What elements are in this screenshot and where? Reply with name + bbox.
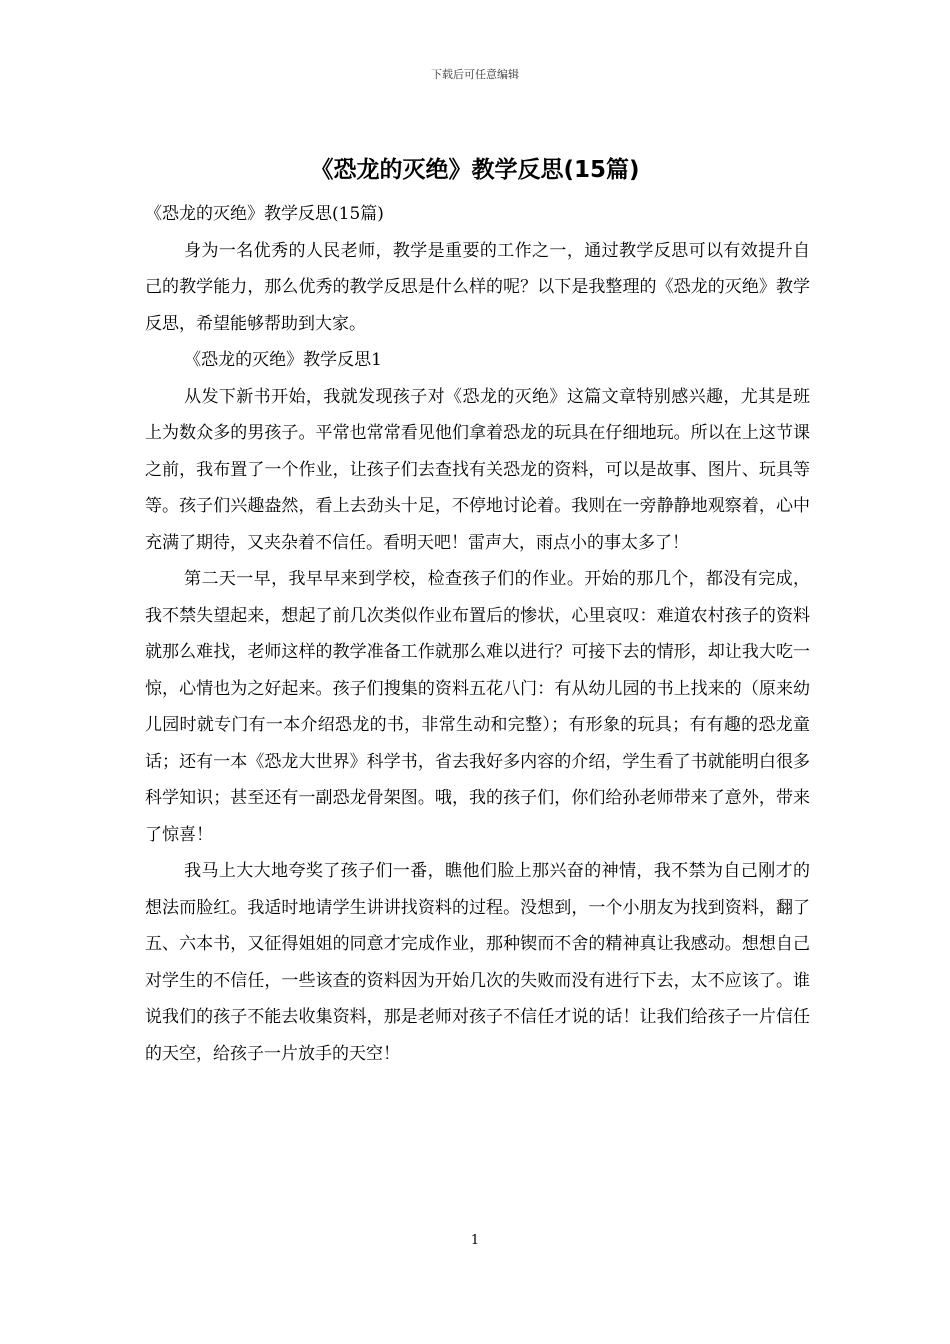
page-number: 1 [470, 1233, 480, 1248]
document-title: 《恐龙的灭绝》教学反思(15篇) [310, 157, 640, 183]
body-paragraph: 第二天一早，我早早来到学校，检查孩子们的作业。开始的那几个，都没有完成，我不禁失望起来，想起了前几次类似作业布置后的惨状，心里哀叹：难道农村孩子的资料就那么难找，老师这样的教学准备工作就那么难以进行？可接下去的情形，却让我大吃一惊，心情也为之好起来。孩子们搜集的资料五花八门：有从幼儿园的书上找来的（原来幼儿园时就专门有一本介绍恐龙的书，非常生动和完整）；有形象的玩具；有有趣的恐龙童话；还有一本《恐龙大世界》科学书，省去我好多内容的介绍，学生看了书就能明白很多科学知识；甚至还有一副恐龙骨架图。哦，我的孩子们，你们给孙老师带来了意外，带来了惊喜！ [145, 569, 810, 845]
body-paragraph: 我马上大大地夸奖了孩子们一番，瞧他们脸上那兴奋的神情，我不禁为自己刚才的想法而脸红。我适时地请学生讲讲找资料的过程。没想到，一个小朋友为找到资料，翻了五、六本书，又征得姐姐的同意才完成作业，那种锲而不舍的精神真让我感动。想想自己对学生的不信任，一些该查的资料因为开始几次的失败而没有进行下去，太不应该了。谁说我们的孩子不能去收集资料，那是老师对孩子不信任才说的话！让我们给孩子一片信任的天空，给孩子一片放手的天空！ [145, 861, 810, 1064]
body-paragraph: 从发下新书开始，我就发现孩子对《恐龙的灭绝》这篇文章特别感兴趣，尤其是班上为数众多的男孩子。平常也常常看见他们拿着恐龙的玩具在仔细地玩。所以在上这节课之前，我布置了一个作业，让孩子们去查找有关恐龙的资料，可以是故事、图片、玩具等等。孩子们兴趣盎然，看上去劲头十足，不停地讨论着。我则在一旁静静地观察着，心中充满了期待，又夹杂着不信任。看明天吧！雷声大，雨点小的事太多了！ [145, 386, 810, 553]
section-heading: 《恐龙的灭绝》教学反思1 [184, 350, 382, 370]
document-body [145, 196, 810, 1072]
intro-paragraph: 身为一名优秀的人民老师，教学是重要的工作之一，通过教学反思可以有效提升自己的教学能力，那么优秀的教学反思是什么样的呢？以下是我整理的《恐龙的灭绝》教学反思，希望能够帮助到大家。 [145, 240, 810, 334]
header-note: 下载后可任意编辑 [431, 68, 519, 81]
subtitle-line: 《恐龙的灭绝》教学反思(15篇) [145, 204, 384, 224]
